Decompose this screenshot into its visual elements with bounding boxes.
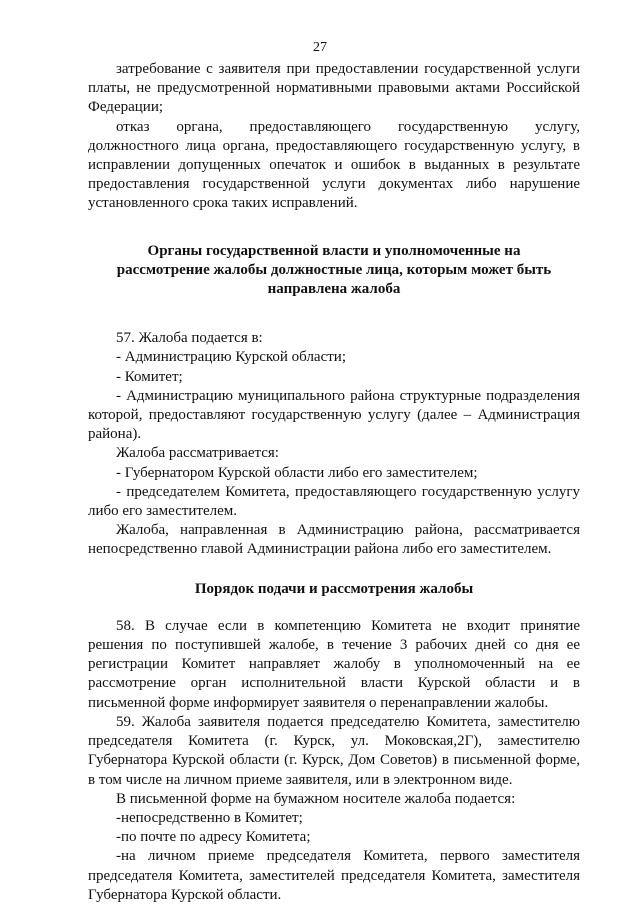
list-item: -по почте по адресу Комитета; (116, 829, 311, 846)
paragraph-57: 57. Жалоба подается в: (116, 330, 263, 347)
paragraph-refusal: отказ органа, предоставляющего государственную услугу, должностного лица органа, предоставляющего государственную услугу, в исправлении допущенных опечаток и ошибок в выданных в результате предоставления государственной услуги документах либо нарушение установленного срока таких исправлений. (88, 118, 580, 212)
paragraph-59: 59. Жалоба заявителя подается председателю Комитета, заместителю председателя Комитета (г. Курск, ул. Моковская,2Г), заместителю Губернатора Курской области (г. Курск, Дом Советов) в письменной форме, в том числе на личном приеме заявителя, или в электронном виде. (88, 713, 580, 788)
list-item: - председателем Комитета, предоставляющего государственную услугу либо его заместителем. (88, 483, 580, 520)
heading-line: направлена жалоба (267, 281, 401, 298)
section-heading-procedure: Порядок подачи и рассмотрения жалобы (194, 580, 474, 597)
list-item: - Губернатором Курской области либо его заместителем; (116, 464, 478, 481)
paragraph-58: 58. В случае если в компетенцию Комитета не входит принятие решения по поступившей жалобе, в течение 3 рабочих дней со дня ее регистрации Комитет направляет жалобу в уполномоченный на ее рассмотрение орган исполнительной власти Курской области и в письменной форме информирует заявителя о перенаправлении жалобы. (88, 617, 580, 711)
heading-line: Органы государственной власти и уполномоченные на (147, 242, 521, 259)
list-item: - Администрацию муниципального района структурные подразделения которой, предоставляют государственную услугу (далее – Администрация района). (88, 387, 580, 443)
paragraph-reviewed-by: Жалоба рассматривается: (116, 445, 279, 462)
page-number: 27 (313, 40, 327, 55)
paragraph-district: Жалоба, направленная в Администрацию района, рассматривается непосредственно главой Администрации района либо его заместителем. (88, 522, 580, 558)
section-heading-authorities (88, 242, 580, 300)
list-item: - Комитет; (116, 368, 183, 385)
heading-line: рассмотрение жалобы должностные лица, которым может быть (116, 261, 552, 278)
list-item: -непосредственно в Комитет; (116, 809, 303, 826)
list-item: - Администрацию Курской области; (116, 349, 346, 366)
list-item: -на личном приеме председателя Комитета, первого заместителя председателя Комитета, заместителей председателя Комитета, заместителя Губернатора Курской области. (88, 848, 580, 903)
page-content (88, 60, 580, 905)
paragraph-paper-form: В письменной форме на бумажном носителе жалоба подается: (116, 790, 516, 807)
paragraph-fee-demand: затребование с заявителя при предоставлении государственной услуги платы, не предусмотренной нормативными правовыми актами Российской Федерации; (88, 61, 580, 116)
